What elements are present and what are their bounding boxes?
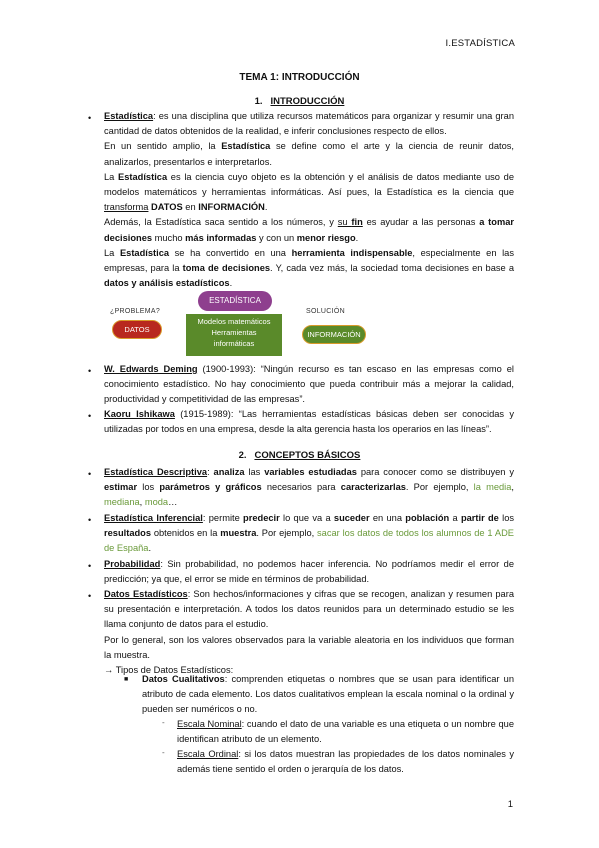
dash-bullet-icon: - bbox=[162, 718, 165, 727]
models-line: Modelos matemáticos bbox=[197, 317, 271, 326]
datos-pill: DATOS bbox=[112, 320, 162, 339]
page-title: TEMA 1: INTRODUCCIÓN bbox=[239, 72, 360, 83]
section-heading-introduccion: 1. INTRODUCCIÓN bbox=[254, 96, 345, 107]
solution-label: SOLUCIÓN bbox=[306, 308, 345, 315]
square-bullet-icon: ■ bbox=[124, 676, 129, 683]
running-header: I.ESTADÍSTICA bbox=[445, 38, 515, 49]
deming-quote: W. Edwards Deming (1900-1993): “Ningún recurso es tan escaso en las empresas como el conocimiento estadístico. No hay conocimiento que pueda contribuir más a mejorar la calidad, productividad y competitividad de las empresas”. bbox=[104, 364, 514, 405]
models-box bbox=[186, 314, 282, 356]
bullet-icon: • bbox=[88, 113, 92, 123]
informatics-line: informáticas bbox=[213, 339, 255, 348]
tools-line: Herramientas bbox=[211, 328, 257, 337]
estadistica-pill: ESTADÍSTICA bbox=[198, 291, 272, 311]
bullet-icon: • bbox=[88, 591, 92, 601]
estadistica-definition: Estadística: es una disciplina que utiliza recursos matemáticos para organizar y resumir una gran cantidad de datos obtenidos de la realidad, e inferir conclusiones respecto de ellos. En un sentido amplio, la Estadística se define como el arte y la ciencia de reunir datos, analizarlos, presentarlos e interpretarlos. La Estadística es la ciencia cuyo objeto es la obtención y el análisis de datos mediante uso de modelos matemáticos y herramientas informáticas. Así pues, la Estadística es la ciencia que transforma DATOS en INFORMACIÓN. Además, la Estadística saca sentido a los números, y su fin es ayudar a las personas a tomar decisiones mucho más informadas y con un menor riesgo. La Estadística se ha convertido en una herramienta indispensable, especialmente en las empresas, para la toma de decisiones. Y, cada vez más, la sociedad toma decisiones en base a datos y análisis estadísticos. bbox=[104, 111, 515, 289]
bullet-icon: • bbox=[88, 469, 92, 479]
bullet-icon: • bbox=[88, 366, 92, 376]
section-heading-conceptos: 2. CONCEPTOS BÁSICOS bbox=[238, 450, 361, 461]
inferencial-definition: Estadística Inferencial: permite predecir lo que va a suceder en una población a partir de los resultados obtenidos en la muestra. Por ejemplo, sacar los datos de todos los alumnos de 1 ADE de España. bbox=[104, 513, 515, 554]
bullet-icon: • bbox=[88, 561, 92, 571]
informacion-pill: INFORMACIÓN bbox=[302, 325, 366, 344]
dash-bullet-icon: - bbox=[162, 748, 165, 757]
bullet-icon: • bbox=[88, 515, 92, 525]
datos-cualitativos-definition: Datos Cualitativos: comprenden etiquetas o nombres que se usan para identificar un atributo de cada elemento. Los datos cualitativos emplean la escala nominal o la ordinal y pueden ser numéricos o no. bbox=[142, 674, 514, 715]
problem-label: ¿PROBLEMA? bbox=[110, 308, 161, 315]
datos-estadisticos-definition: Datos Estadísticos: Son hechos/informaciones y cifras que se recogen, analizan y resumen para su presentación e interpretación. A todos los datos reunidos para un determinado estudio se les llama conjunto de datos para el estudio. Por lo general, son los valores observados para la variable aleatoria en los individuos que forman la muestra. → Tipos de Datos Estadísticos: bbox=[104, 589, 514, 676]
probabilidad-definition: Probabilidad: Sin probabilidad, no podemos hacer inferencia. No podríamos medir el error de predicción; ya que, el error se mide en términos de probabilidad. bbox=[104, 559, 514, 585]
descriptiva-definition: Estadística Descriptiva: analiza las variables estudiadas para conocer como se distribuyen y estimar los parámetros y gráficos necesarios para caracterizarlas. Por ejemplo, la media, mediana, moda… bbox=[104, 467, 514, 508]
escala-nominal-definition: Escala Nominal: cuando el dato de una variable es una etiqueta o un nombre que identifican atributo de un elemento. bbox=[177, 719, 514, 745]
bullet-icon: • bbox=[88, 411, 92, 421]
page-number: 1 bbox=[507, 799, 513, 810]
escala-ordinal-definition: Escala Ordinal: si los datos muestran las propiedades de los datos nominales y además tiene sentido el orden o jerarquía de los datos. bbox=[177, 749, 514, 775]
ishikawa-quote: Kaoru Ishikawa (1915-1989): “Las herramientas estadísticas básicas deben ser conocidas y utilizadas por todos en una empresa, desde la alta gerencia hasta los operarios en las líneas”. bbox=[104, 409, 515, 435]
